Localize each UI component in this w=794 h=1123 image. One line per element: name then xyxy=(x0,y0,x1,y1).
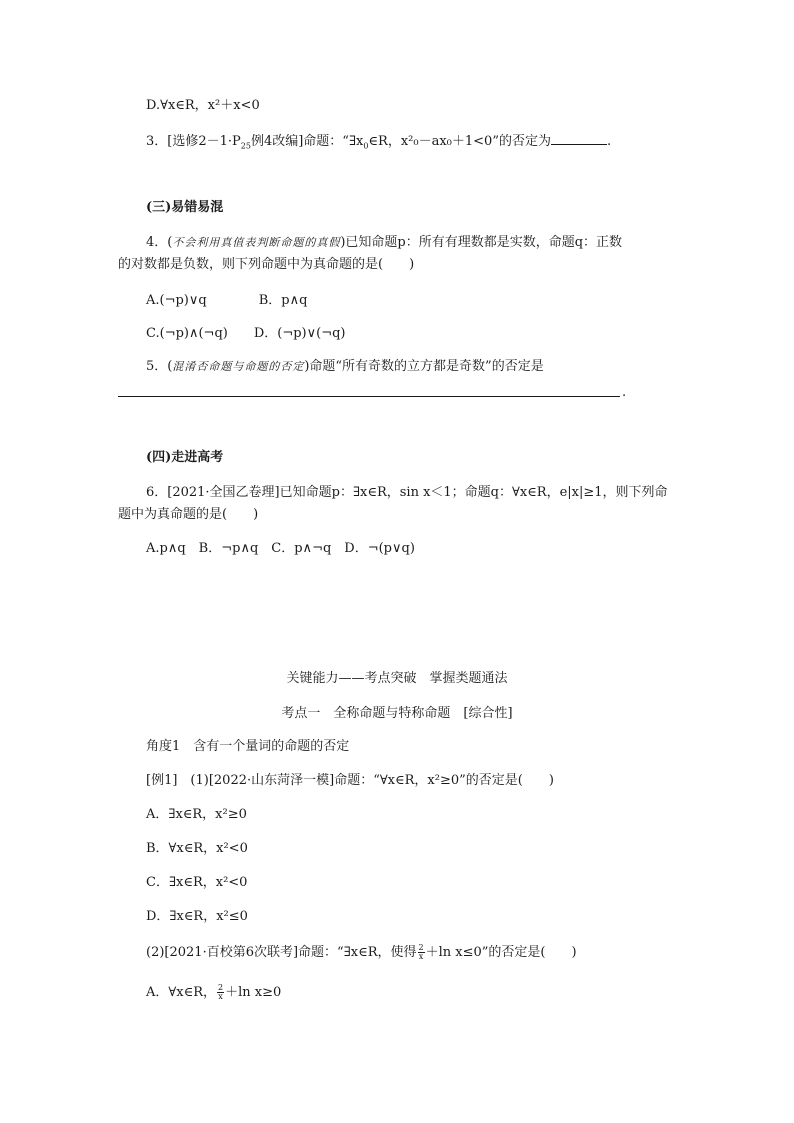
fraction xyxy=(217,984,224,1001)
q5-rest: )命题“所有奇数的立方都是奇数”的否定是 xyxy=(304,359,544,374)
q6-options: A.p∧q B．¬p∧q C．p∧¬q D．¬(p∨q) xyxy=(146,541,415,556)
fraction xyxy=(418,944,425,961)
q3-sub0: 0 xyxy=(363,141,369,151)
q4-note: 不会利用真值表判断命题的真假 xyxy=(172,236,341,249)
example-1: [例1] (1)[2022·山东菏泽一模]命题：“∀x∈R，x²≥0”的否定是( ) xyxy=(146,773,554,788)
q4-line1: )已知命题p：所有有理数都是实数，命题q：正数 xyxy=(340,235,623,250)
angle-heading: 角度1 含有一个量词的命题的否定 xyxy=(146,739,350,754)
q3-end: . xyxy=(606,134,612,149)
q4-num: 4．( xyxy=(146,235,173,250)
ex2a-post: ＋ln x≥0 xyxy=(225,985,282,1000)
question-5 xyxy=(146,358,544,376)
answer-blank xyxy=(551,132,607,145)
question-3 xyxy=(146,132,611,156)
q4-options-cd: C.(¬p)∧(¬q) D．(¬p)∨(¬q) xyxy=(146,326,346,341)
ex1-option-a: A．∃x∈R，x²≥0 xyxy=(146,807,247,822)
question-6-line2: 题中为真命题的是( ) xyxy=(118,507,259,522)
ex2-post: ＋ln x≤0”的否定是( ) xyxy=(425,945,577,960)
q5-num: 5．( xyxy=(146,359,173,374)
question-6: 6．[2021·全国乙卷理]已知命题p：∃x∈R，sin x＜1；命题q：∀x∈R，e|x|≥1，则下列命 xyxy=(146,485,668,500)
q5-answer-line xyxy=(118,396,620,397)
ex2-pre: (2)[2021·百校第6次联考]命题：“∃x∈R，使得 xyxy=(146,945,417,960)
question-4 xyxy=(146,234,622,252)
ex2a-pre: A．∀x∈R， xyxy=(146,985,216,1000)
q2-option-d: D.∀x∈R，x²＋x<0 xyxy=(146,98,260,113)
q3-sub: 25 xyxy=(240,141,251,151)
ex1-option-b: B．∀x∈R，x²<0 xyxy=(146,841,248,856)
ex1-option-d: D．∃x∈R，x²≤0 xyxy=(146,909,248,924)
ex1-option-c: C．∃x∈R，x²<0 xyxy=(146,875,248,890)
section-heading-3: (三)易错易混 xyxy=(146,200,224,215)
frac-num: 2 xyxy=(418,943,424,952)
q5-note: 混淆否命题与命题的否定 xyxy=(172,360,305,373)
frac-den: x xyxy=(418,952,424,961)
q3-text-mid: 例4改编]命题：“∃x xyxy=(250,134,364,149)
q5-end: . xyxy=(622,385,627,400)
section-title: 关键能力——考点突破 掌握类题通法 xyxy=(286,671,508,686)
section-heading-4: (四)走进高考 xyxy=(146,450,224,465)
q3-text-rest: ∈R，x²₀－ax₀＋1<0”的否定为 xyxy=(368,134,551,149)
ex2-option-a xyxy=(146,984,281,1002)
question-4-line2: 的对数都是负数，则下列命题中为真命题的是( ) xyxy=(118,257,415,272)
frac-num: 2 xyxy=(217,983,224,992)
q3-text: 3．[选修2－1·P xyxy=(146,134,241,149)
example-2 xyxy=(146,944,577,962)
q4-options-ab: A.(¬p)∨q B．p∧q xyxy=(146,293,308,308)
frac-den: x xyxy=(218,992,223,1001)
topic-title: 考点一 全称命题与特称命题 [综合性] xyxy=(281,706,513,721)
